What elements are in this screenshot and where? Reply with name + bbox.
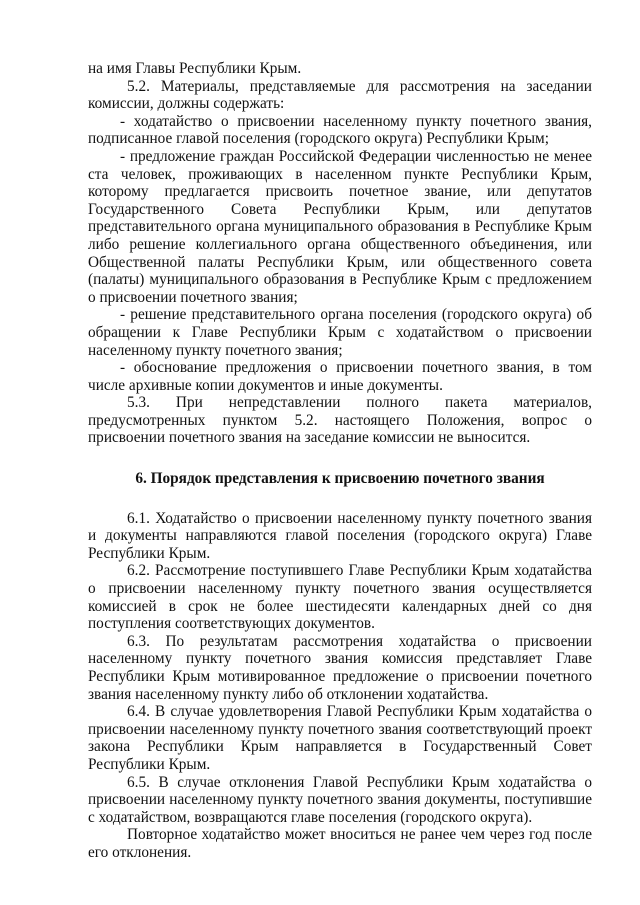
section-heading-6: 6. Порядок представления к присвоению почетного звания xyxy=(135,470,545,488)
paragraph-6-1: 6.1. Ходатайство о присвоении населенному пункту почетного звания и документы направляются главой поселения (городского округа) Главе Республики Крым. xyxy=(88,509,592,562)
document-page xyxy=(88,60,592,862)
paragraph-6-5: 6.5. В случае отклонения Главой Республики Крым ходатайства о присвоении населенному пункту почетного звания документы, поступившие с ходатайством, возвращаются главе поселения (городского округа). xyxy=(88,773,592,826)
paragraph-6-2: 6.2. Рассмотрение поступившего Главе Республики Крым ходатайства о присвоении населенному пункту почетного звания осуществляется комиссией в срок не более шестидесяти календарных дней со дня поступления соответствующих документов. xyxy=(88,562,592,633)
paragraph-repeat-petition: Повторное ходатайство может вноситься не ранее чем через год после его отклонения. xyxy=(88,826,592,861)
list-item-council-decision: - решение представительного органа поселения (городского округа) об обращении к Главе Республики Крым с ходатайством о присвоении населенному пункту почетного звания; xyxy=(88,306,592,359)
paragraph-6-3: 6.3. По результатам рассмотрения ходатайства о присвоении населенному пункту почетного звания комиссия представляет Главе Республики Крым мотивированное предложение о присвоении почетного звания населенному пункту либо об отклонении ходатайства. xyxy=(88,632,592,703)
list-item-justification: - обоснование предложения о присвоении почетного звания, в том числе архивные копии документов и иные документы. xyxy=(88,359,592,394)
paragraph-5-3: 5.3. При непредставлении полного пакета материалов, предусмотренных пунктом 5.2. настоящего Положения, вопрос о присвоении почетного звания на заседание комиссии не выносится. xyxy=(88,394,592,447)
paragraph-6-4: 6.4. В случае удовлетворения Главой Республики Крым ходатайства о присвоении населенному пункту почетного звания соответствующий проект закона Республики Крым направляется в Государственный Совет Республики Крым. xyxy=(88,703,592,773)
list-item-petition: - ходатайство о присвоении населенному пункту почетного звания, подписанное главой поселения (городского округа) Республики Крым; xyxy=(88,112,592,148)
paragraph-intro-tail: на имя Главы Республики Крым. xyxy=(88,60,302,77)
paragraph-5-2: 5.2. Материалы, представляемые для рассмотрения на заседании комиссии, должны содержать: xyxy=(88,77,592,113)
list-item-citizens-proposal: - предложение граждан Российской Федерации численностью не менее ста человек, проживающих в населенном пункте Республики Крым, которому предлагается присвоить почетное звание, или депутатов Государственного Совета Республики Крым, или депутатов представительного органа муниципального образования в Республике Крым либо решение коллегиального органа общественного объединения, или Общественной палаты Республики Крым, или общественного совета (палаты) муниципального образования в Республике Крым с предложением о присвоении почетного звания; xyxy=(88,147,592,306)
